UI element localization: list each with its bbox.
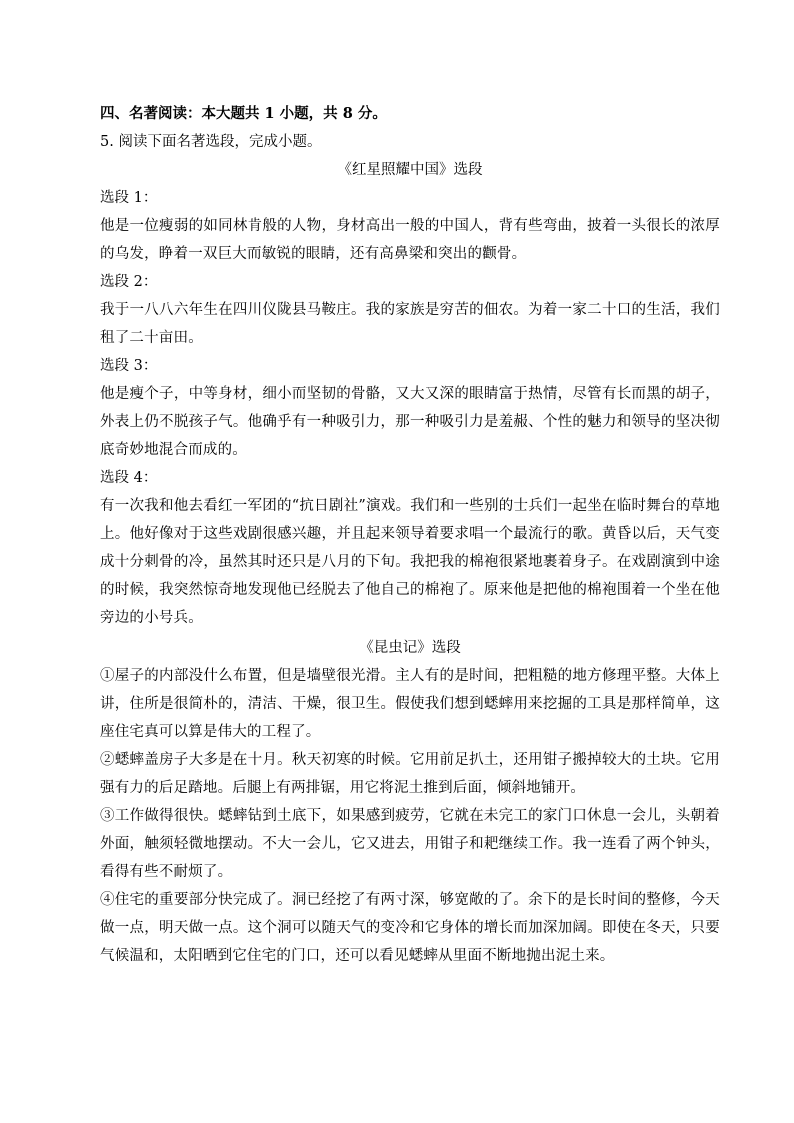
- book2-paragraph: ④住宅的重要部分快完成了。洞已经挖了有两寸深，够宽敞的了。余下的是长时间的整修，今天做一点，明天做一点。这个洞可以随天气的变冷和它身体的增长而加深加阔。即使在冬天，只要气候温和，太阳晒到它住宅的门口，还可以看见蟋蟀从里面不断地抛出泥土来。: [100, 892, 720, 964]
- book2-paragraph: ②蟋蟀盖房子大多是在十月。秋天初寒的时候。它用前足扒土，还用钳子搬掉较大的土块。它用强有力的后足踏地。后腿上有两排锯，用它将泥土推到后面，倾斜地铺开。: [100, 752, 720, 796]
- excerpt-label: 选段 1：: [100, 190, 158, 206]
- excerpt-text: 我于一八八六年生在四川仪陇县马鞍庄。我的家族是穷苦的佃农。为着一家二十口的生活，我们租了二十亩田。: [100, 302, 720, 346]
- excerpt-label: 选段 2：: [100, 274, 158, 290]
- book2-paragraph: ③工作做得很快。蟋蟀钻到土底下，如果感到疲劳，它就在未完工的家门口休息一会儿，头朝着外面，触须轻微地摆动。不大一会儿，它又进去，用钳子和耙继续工作。我一连看了两个钟头，看得有些不耐烦了。: [100, 808, 720, 880]
- excerpt-label: 选段 4：: [100, 470, 158, 486]
- book1-title: 《红星照耀中国》选段: [337, 162, 483, 178]
- excerpt-text: 他是瘦个子，中等身材，细小而坚韧的骨骼，又大又深的眼睛富于热情，尽管有长而黑的胡子，外表上仍不脱孩子气。他确乎有一种吸引力，那一种吸引力是羞赧、个性的魅力和领导的坚决彻底奇妙地混合而成的。: [100, 386, 720, 458]
- section-heading: 四、名著阅读：本大题共 1 小题，共 8 分。: [100, 105, 387, 122]
- book2-paragraph: ①屋子的内部没什么布置，但是墙壁很光滑。主人有的是时间，把粗糙的地方修理平整。大体上讲，住所是很简朴的，清洁、干燥，很卫生。假使我们想到蟋蟀用来挖掘的工具是那样简单，这座住宅真可以算是伟大的工程了。: [100, 668, 720, 740]
- excerpt-label: 选段 3：: [100, 358, 158, 374]
- book2-title: 《昆虫记》选段: [359, 640, 461, 656]
- excerpt-text: 他是一位瘦弱的如同林肯般的人物，身材高出一般的中国人，背有些弯曲，披着一头很长的浓厚的乌发，睁着一双巨大而敏锐的眼睛，还有高鼻梁和突出的颧骨。: [100, 218, 720, 262]
- document-page: [100, 100, 720, 970]
- excerpt-text: 有一次我和他去看红一军团的“抗日剧社”演戏。我们和一些别的士兵们一起坐在临时舞台的草地上。他好像对于这些戏剧很感兴趣，并且起来领导着要求唱一个最流行的歌。黄昏以后，天气变成十分刺骨的冷，虽然其时还只是八月的下旬。我把我的棉袍很紧地裹着身子。在戏剧演到中途的时候，我突然惊奇地发现他已经脱去了他自己的棉袍了。原来他是把他的棉袍围着一个坐在他旁边的小号兵。: [100, 498, 720, 626]
- question-instruction: 5. 阅读下面名著选段，完成小题。: [100, 134, 322, 150]
